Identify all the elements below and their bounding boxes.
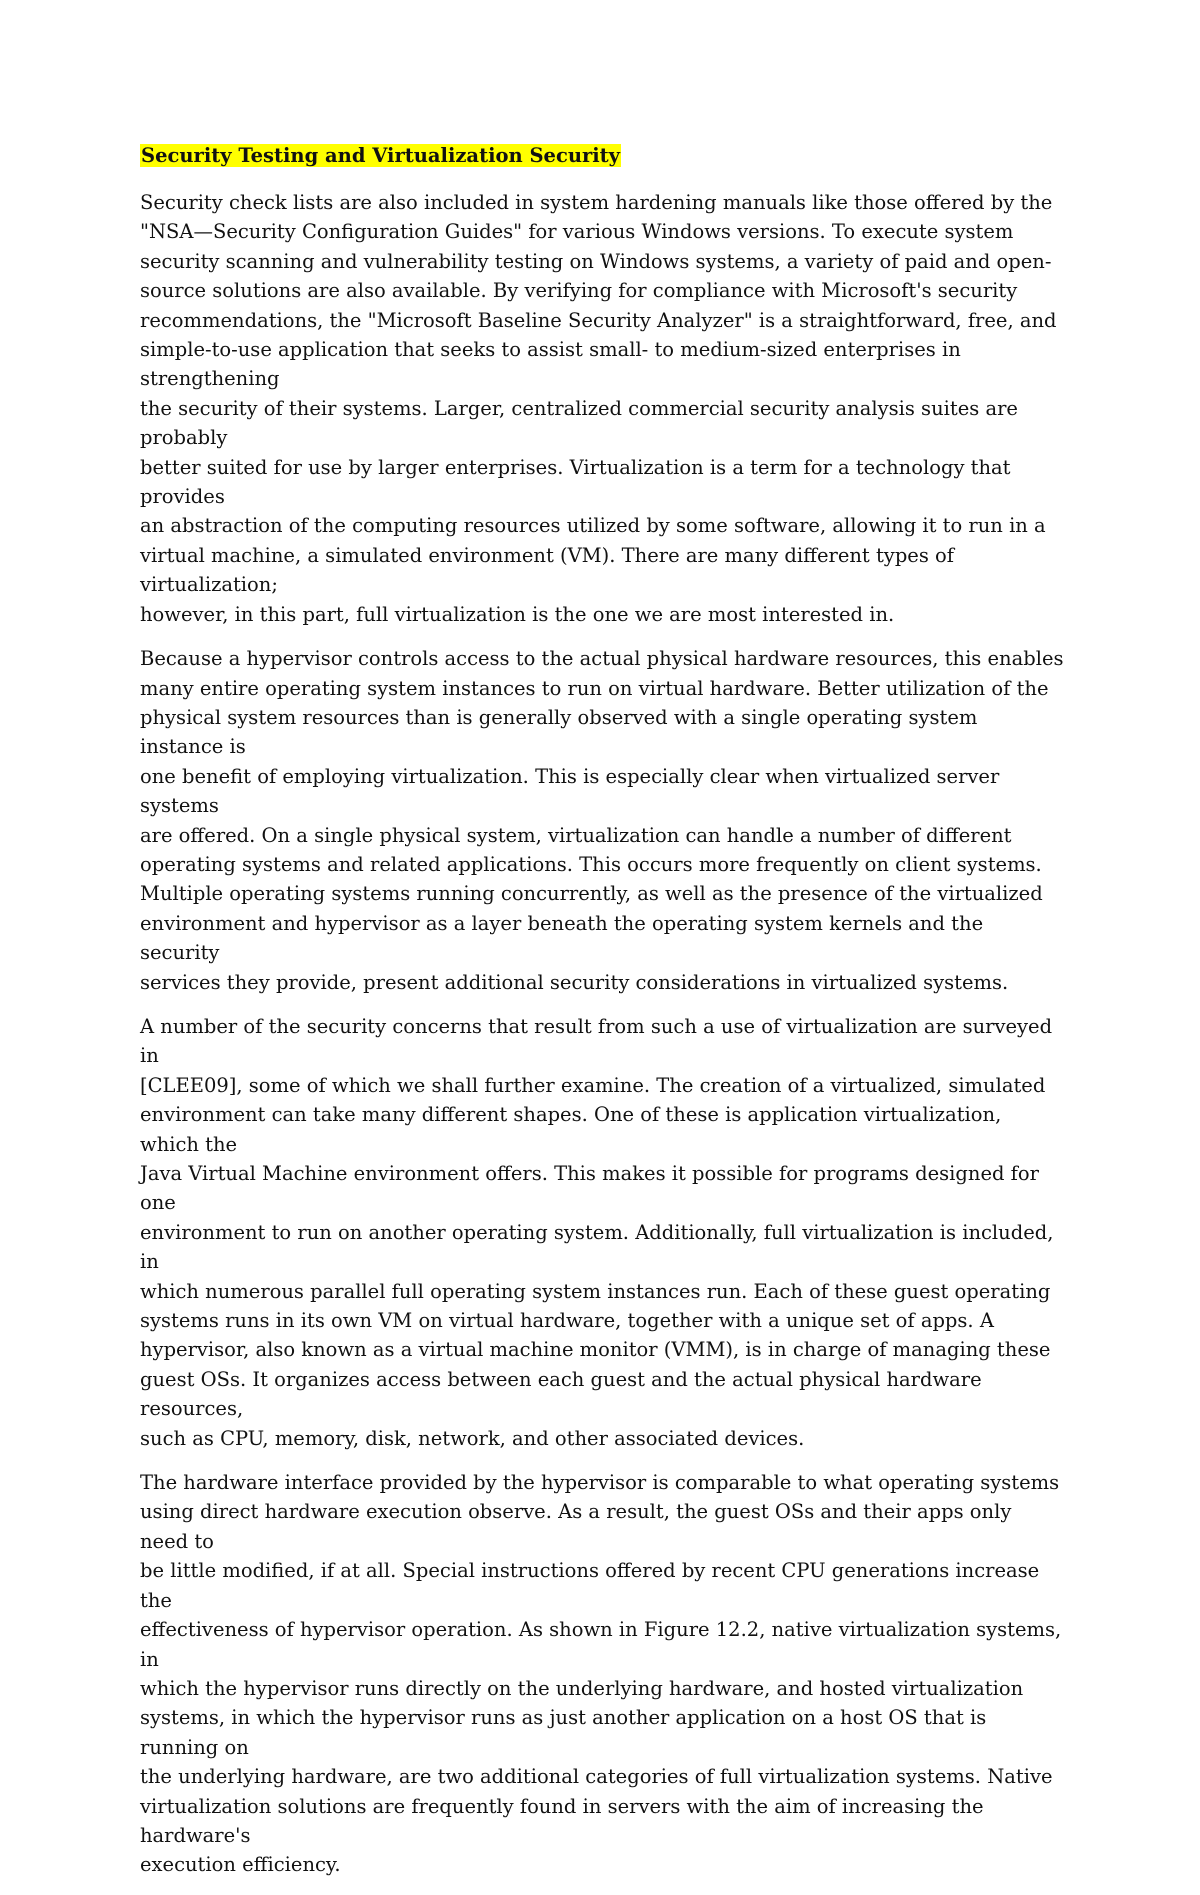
title-line [140, 140, 1065, 172]
paragraph-4: The hardware interface provided by the hypervisor is comparable to what operating systems using direct hardware execution observe. As a result, the guest OSs and their apps only need to be little modified, if at all. Special instructions offered by recent CPU generations increase the effectiveness of hypervisor operation. As shown in Figure 12.2, native virtualization systems, in which the hypervisor runs directly on the underlying hardware, and hosted virtualization systems, in which the hypervisor runs as just another application on a host OS that is running on the underlying hardware, are two additional categories of full virtualization systems. Native virtualization solutions are frequently found in servers with the aim of increasing the hardware's execution efficiency. [140, 1471, 1062, 1877]
paragraph-2: Because a hypervisor controls access to the actual physical hardware resources, this enables many entire operating system instances to run on virtual hardware. Better utilization of the physical system resources than is generally observed with a single operating system instance is one benefit of employing virtualization. This is especially clear when virtualized server systems are offered. On a single physical system, virtualization can handle a number of different operating systems and related applications. This occurs more frequently on client systems. Multiple operating systems running concurrently, as well as the presence of the virtualized environment and hypervisor as a layer beneath the operating system kernels and the security services they provide, present additional security considerations in virtualized systems. [140, 647, 1064, 994]
paragraph-1: Security check lists are also included in system hardening manuals like those offered by the "NSA—Security Configuration Guides" for various Windows versions. To execute system security scanning and vulnerability testing on Windows systems, a variety of paid and open- source solutions are also available. By verifying for compliance with Microsoft's security recommendations, the "Microsoft Baseline Security Analyzer" is a straightforward, free, and simple-to-use application that seeks to assist small- to medium-sized enterprises in strengthening the security of their systems. Larger, centralized commercial security analysis suites are probably better suited for use by larger enterprises. Virtualization is a term for a technology that provides an abstraction of the computing resources utilized by some software, allowing it to run in a virtual machine, a simulated environment (VM). There are many different types of virtualization; however, in this part, full virtualization is the one we are most interested in. [140, 191, 1057, 626]
paragraph-3: A number of the security concerns that result from such a use of virtualization are surveyed in [CLEE09], some of which we shall further examine. The creation of a virtualized, simulated environment can take many different shapes. One of these is application virtualization, which the Java Virtual Machine environment offers. This makes it possible for programs designed for one environment to run on another operating system. Additionally, full virtualization is included, in which numerous parallel full operating system instances run. Each of these guest operating systems runs in its own VM on virtual hardware, together with a unique set of apps. A hypervisor, also known as a virtual machine monitor (VMM), is in charge of managing these guest OSs. It organizes access between each guest and the actual physical hardware resources, such as CPU, memory, disk, network, and other associated devices. [140, 1014, 1054, 1450]
document-body [140, 140, 1065, 1895]
document-title: Security Testing and Virtualization Security [141, 144, 621, 167]
